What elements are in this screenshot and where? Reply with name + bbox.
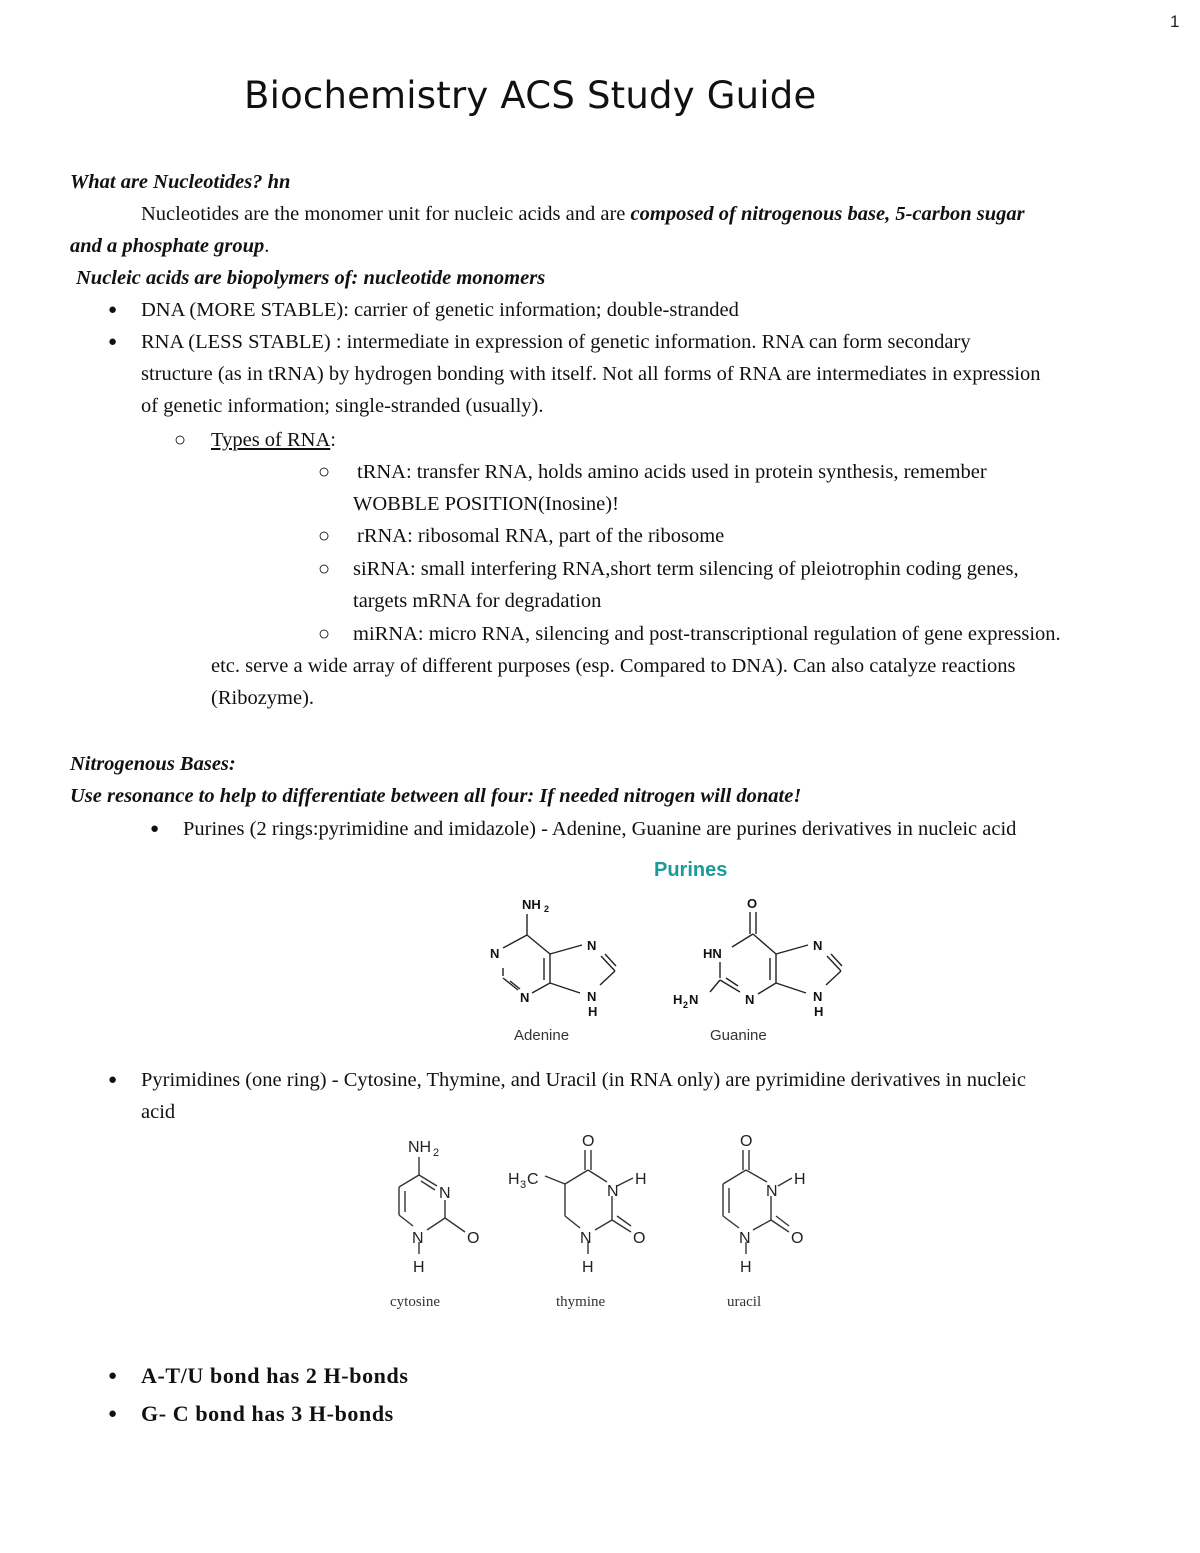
sirna-item-line2: targets mRNA for degradation [353,590,602,612]
svg-text:H: H [814,1004,824,1019]
bullet-icon: ● [108,1406,118,1422]
svg-text:O: O [467,1230,480,1247]
nucleotides-definition-line1 [141,198,1025,230]
svg-text:HN: HN [703,946,722,961]
purines-figure [470,850,870,1050]
svg-text:H: H [582,1259,594,1276]
svg-text:N: N [813,989,823,1004]
svg-text:N: N [580,1230,592,1247]
svg-text:2: 2 [433,1147,440,1159]
svg-text:N: N [490,946,500,961]
svg-text:O: O [582,1133,595,1150]
cytosine-structure [399,1157,465,1254]
svg-text:O: O [791,1230,804,1247]
nitrogenous-bases-heading: Nitrogenous Bases: [70,753,236,775]
svg-text:2: 2 [683,1000,689,1010]
bullet-icon: ● [108,1072,118,1088]
svg-text:N: N [412,1230,424,1247]
rna-item-line1: RNA (LESS STABLE) : intermediate in expression of genetic information. RNA can form secondary [141,331,971,353]
adenine-label: Adenine [514,1027,570,1044]
guanine-structure [710,912,842,994]
svg-text:N: N [587,938,597,953]
svg-text:N: N [520,990,530,1005]
rrna-item: rRNA: ribosomal RNA, part of the ribosome [357,525,725,547]
pyrimidines-item-line1: Pyrimidines (one ring) - Cytosine, Thymine, and Uracil (in RNA only) are pyrimidine derivatives in nucleic [141,1069,1026,1091]
svg-text:O: O [740,1133,753,1150]
sub-sub-bullet-icon: ○ [318,623,331,645]
etc-line1: etc. serve a wide array of different purposes (esp. Compared to DNA). Can also catalyze reactions [211,655,1016,677]
sub-bullet-icon: ○ [174,429,187,451]
bullet-icon: ● [108,334,118,350]
svg-text:O: O [747,896,758,911]
rna-item-line3: of genetic information; single-stranded (usually). [141,395,544,417]
gc-bond-item: G- C bond has 3 H-bonds [141,1401,394,1426]
svg-text:H: H [508,1171,520,1188]
sirna-item-line1: siRNA: small interfering RNA,short term silencing of pleiotrophin coding genes, [353,558,1019,580]
svg-text:H: H [673,992,683,1007]
svg-text:H: H [413,1259,425,1276]
trna-item-line2: WOBBLE POSITION(Inosine)! [353,493,619,515]
definition-emphasis-cont: and a phosphate group [70,235,265,257]
pyrimidines-figure [375,1130,815,1315]
svg-text:H: H [740,1259,752,1276]
svg-text:O: O [633,1230,646,1247]
svg-text:N: N [607,1183,619,1200]
definition-period: . [264,235,270,257]
guanine-label: Guanine [710,1027,767,1044]
purines-item: Purines (2 rings:pyrimidine and imidazole) - Adenine, Guanine are purines derivatives in nucleic acid [183,818,1017,840]
thymine-atoms [508,1133,647,1276]
rna-item-line2: structure (as in tRNA) by hydrogen bonding with itself. Not all forms of RNA are intermediates in expression [141,363,1041,385]
svg-text:NH: NH [522,897,541,912]
types-of-rna-label: Types of RNA [211,429,331,451]
definition-emphasis: composed of nitrogenous base, 5-carbon sugar [630,203,1025,225]
uracil-structure [723,1150,792,1254]
svg-text:H: H [794,1171,806,1188]
svg-text:NH: NH [408,1139,432,1156]
thymine-label: thymine [556,1294,606,1310]
svg-text:N: N [766,1183,778,1200]
svg-text:N: N [739,1230,751,1247]
definition-text: Nucleotides are the monomer unit for nucleic acids and are [141,203,631,225]
svg-text:N: N [587,989,597,1004]
biopolymers-line: Nucleic acids are biopolymers of: nucleotide monomers [76,267,546,289]
svg-text:N: N [439,1185,451,1202]
at-bond-item: A-T/U bond has 2 H-bonds [141,1363,409,1388]
sub-sub-bullet-icon: ○ [318,461,331,483]
svg-text:2: 2 [544,904,550,914]
page-number: 1 [1170,12,1180,31]
types-colon: : [330,429,336,451]
adenine-structure [503,914,616,993]
uracil-label: uracil [727,1294,762,1310]
svg-text:N: N [745,992,755,1007]
cytosine-label: cytosine [390,1294,440,1310]
resonance-line: Use resonance to help to differentiate between all four: If needed nitrogen will donate! [70,785,802,807]
types-of-rna [211,424,336,456]
svg-text:N: N [689,992,699,1007]
svg-text:3: 3 [520,1179,527,1191]
nucleotides-heading: What are Nucleotides? hn [70,171,291,193]
dna-item: DNA (MORE STABLE): carrier of genetic information; double-stranded [141,299,739,321]
svg-text:C: C [527,1171,539,1188]
svg-text:N: N [813,938,823,953]
sub-sub-bullet-icon: ○ [318,558,331,580]
bullet-icon: ● [150,821,160,837]
mirna-item: miRNA: micro RNA, silencing and post-transcriptional regulation of gene expression. [353,623,1061,645]
svg-text:H: H [635,1171,647,1188]
nucleotides-definition-line2 [70,230,269,262]
sub-sub-bullet-icon: ○ [318,525,331,547]
bullet-icon: ● [108,1368,118,1384]
bullet-icon: ● [108,302,118,318]
etc-line2: (Ribozyme). [211,687,315,709]
pyrimidines-item-line2: acid [141,1101,176,1123]
svg-text:H: H [588,1004,598,1019]
purines-figure-title: Purines [654,859,728,881]
trna-item-line1: tRNA: transfer RNA, holds amino acids used in protein synthesis, remember [357,461,987,483]
guanine-atoms [673,896,823,1019]
page-title: Biochemistry ACS Study Guide [244,74,817,117]
